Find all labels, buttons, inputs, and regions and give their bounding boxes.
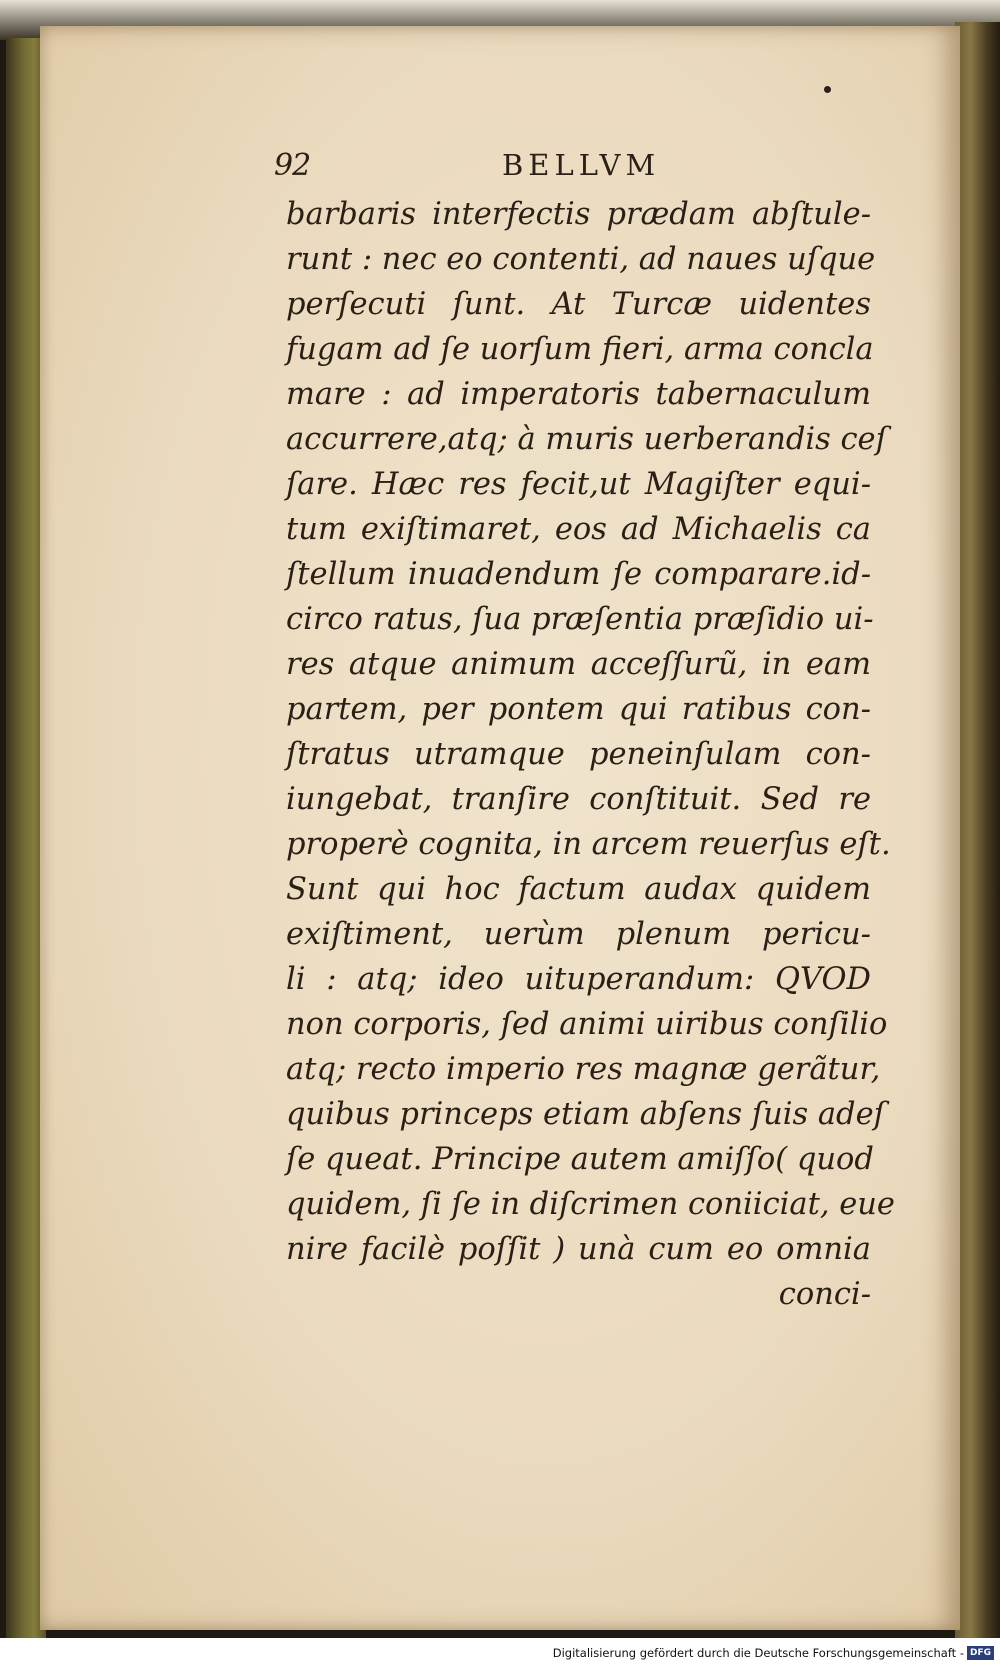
digitization-footer [0, 1638, 1000, 1668]
text-line: li : atq; ideo uituperandum: QVOD [286, 962, 871, 997]
text-line: properè cognita, in arcem reuerſus eſt. [286, 827, 891, 862]
text-line: fugam ad ſe uorſum fieri, arma concla [286, 332, 874, 367]
text-line: res atque animum acceſſurũ, in eam [286, 647, 871, 682]
text-line: perſecuti ſunt. At Turcæ uidentes [286, 287, 871, 322]
text-line: accurrere,atq; à muris uerberandis ceſ [286, 422, 887, 457]
page-number: 92 [274, 148, 311, 183]
text-line: ſtellum inuadendum ſe comparare.id- [286, 557, 871, 592]
running-title: BELLVM [502, 148, 661, 182]
text-line: tum exiſtimaret, eos ad Michaelis ca [286, 512, 871, 547]
book-fore-edge [955, 22, 1000, 1638]
text-line: quibus princeps etiam abſens ſuis adeſ [286, 1097, 885, 1132]
text-line: Sunt qui hoc factum audax quidem [286, 872, 871, 907]
text-line: circo ratus, ſua præſentia præſidio ui- [286, 602, 874, 637]
body-text [286, 192, 926, 1317]
dfg-logo: DFG [967, 1646, 994, 1660]
funding-credit: Digitalisierung gefördert durch die Deutsche Forschungsgemeinschaft - [552, 1646, 964, 1660]
text-line: ſare. Hæc res fecit,ut Magiſter equi- [286, 467, 871, 502]
text-line: ſtratus utramque peneinſulam con- [286, 737, 871, 772]
text-line: atq; recto imperio res magnæ gerãtur, [286, 1052, 881, 1087]
text-line: exiſtiment, uerùm plenum pericu- [286, 917, 871, 952]
text-line: iungebat, tranſire conſtituit. Sed re [286, 782, 871, 817]
text-line: ſe queat. Principe autem amiſſo( quod [286, 1142, 874, 1177]
text-line: nire facilè poſſit ) unà cum eo omnia [286, 1232, 871, 1267]
text-line: non corporis, ſed animi uiribus conſilio [286, 1007, 888, 1042]
catchword: conci- [778, 1277, 871, 1312]
text-line: quidem, ſi ſe in diſcrimen coniiciat, eue [286, 1187, 895, 1222]
text-line: partem, per pontem qui ratibus con- [286, 692, 871, 727]
text-line: barbaris interfectis prædam abſtule- [286, 197, 871, 232]
text-line: mare : ad imperatoris tabernaculum [286, 377, 871, 412]
page-header [270, 148, 730, 188]
text-line: runt : nec eo contenti, ad naues uſque [286, 242, 876, 277]
ink-spot [824, 86, 831, 93]
